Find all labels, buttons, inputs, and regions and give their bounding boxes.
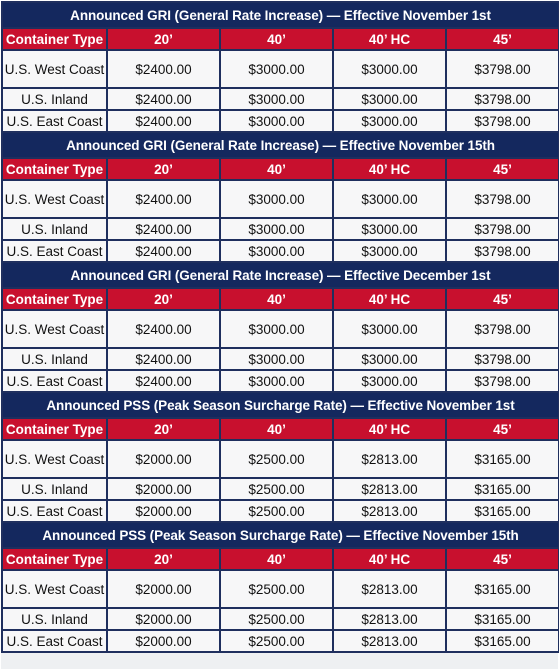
rate-cell-45ft: $3165.00 xyxy=(446,500,559,522)
rate-cell-45ft: $3798.00 xyxy=(446,310,559,348)
section-title: Announced PSS (Peak Season Surcharge Rate) — Effective November 15th xyxy=(2,522,559,548)
table-row xyxy=(2,218,559,240)
header-40ft: 40’ xyxy=(220,548,333,570)
region-cell: U.S. East Coast xyxy=(2,370,107,392)
rate-cell-40ft-hc: $2813.00 xyxy=(333,500,446,522)
column-header-row xyxy=(2,158,559,180)
column-header-row xyxy=(2,418,559,440)
table-row xyxy=(2,440,559,478)
table-row xyxy=(2,370,559,392)
region-cell: U.S. Inland xyxy=(2,478,107,500)
header-40ft-hc: 40’ HC xyxy=(333,548,446,570)
rate-cell-20ft: $2400.00 xyxy=(107,310,220,348)
section-title-row xyxy=(2,392,559,418)
header-45ft: 45’ xyxy=(446,548,559,570)
table-row xyxy=(2,88,559,110)
rate-cell-40ft-hc: $2813.00 xyxy=(333,608,446,630)
header-45ft: 45’ xyxy=(446,288,559,310)
rate-cell-20ft: $2000.00 xyxy=(107,478,220,500)
section-title: Announced GRI (General Rate Increase) — Effective November 15th xyxy=(2,132,559,158)
header-20ft: 20’ xyxy=(107,288,220,310)
table-row xyxy=(2,50,559,88)
rate-cell-40ft: $3000.00 xyxy=(220,370,333,392)
rate-cell-40ft: $3000.00 xyxy=(220,50,333,88)
header-container-type: Container Type xyxy=(2,28,107,50)
section-title-row xyxy=(2,522,559,548)
rate-cell-45ft: $3165.00 xyxy=(446,608,559,630)
rate-cell-20ft: $2000.00 xyxy=(107,440,220,478)
rate-cell-45ft: $3798.00 xyxy=(446,218,559,240)
rate-cell-20ft: $2400.00 xyxy=(107,218,220,240)
region-cell: U.S. East Coast xyxy=(2,500,107,522)
rate-cell-20ft: $2000.00 xyxy=(107,608,220,630)
rate-cell-40ft-hc: $3000.00 xyxy=(333,310,446,348)
rate-cell-40ft-hc: $3000.00 xyxy=(333,88,446,110)
header-40ft-hc: 40’ HC xyxy=(333,288,446,310)
header-40ft-hc: 40’ HC xyxy=(333,418,446,440)
region-cell: U.S. East Coast xyxy=(2,630,107,652)
rate-table-container xyxy=(1,1,558,669)
rate-cell-20ft: $2400.00 xyxy=(107,348,220,370)
rate-cell-40ft: $3000.00 xyxy=(220,88,333,110)
header-40ft: 40’ xyxy=(220,418,333,440)
table-row xyxy=(2,500,559,522)
table-row xyxy=(2,180,559,218)
region-cell: U.S. West Coast xyxy=(2,180,107,218)
section-title-row xyxy=(2,2,559,28)
header-40ft: 40’ xyxy=(220,158,333,180)
region-cell: U.S. Inland xyxy=(2,88,107,110)
rate-cell-40ft-hc: $3000.00 xyxy=(333,240,446,262)
table-row xyxy=(2,608,559,630)
rate-cell-20ft: $2400.00 xyxy=(107,180,220,218)
rate-cell-20ft: $2000.00 xyxy=(107,500,220,522)
table-row xyxy=(2,478,559,500)
rate-cell-40ft: $3000.00 xyxy=(220,180,333,218)
rate-cell-45ft: $3798.00 xyxy=(446,370,559,392)
header-40ft: 40’ xyxy=(220,288,333,310)
region-cell: U.S. Inland xyxy=(2,608,107,630)
rate-cell-40ft-hc: $3000.00 xyxy=(333,218,446,240)
region-cell: U.S. Inland xyxy=(2,218,107,240)
region-cell: U.S. West Coast xyxy=(2,310,107,348)
column-header-row xyxy=(2,288,559,310)
rate-cell-45ft: $3165.00 xyxy=(446,440,559,478)
rate-cell-45ft: $3798.00 xyxy=(446,348,559,370)
rate-cell-45ft: $3165.00 xyxy=(446,630,559,652)
rate-cell-20ft: $2400.00 xyxy=(107,240,220,262)
table-row xyxy=(2,348,559,370)
rate-cell-20ft: $2400.00 xyxy=(107,370,220,392)
header-45ft: 45’ xyxy=(446,418,559,440)
rate-cell-45ft: $3798.00 xyxy=(446,50,559,88)
region-cell: U.S. East Coast xyxy=(2,240,107,262)
rate-cell-40ft-hc: $3000.00 xyxy=(333,50,446,88)
region-cell: U.S. East Coast xyxy=(2,110,107,132)
rate-cell-40ft: $3000.00 xyxy=(220,310,333,348)
rate-table-body xyxy=(2,2,559,652)
rate-cell-20ft: $2000.00 xyxy=(107,570,220,608)
header-20ft: 20’ xyxy=(107,418,220,440)
section-title-row xyxy=(2,262,559,288)
rate-cell-40ft: $2500.00 xyxy=(220,440,333,478)
section-title-row xyxy=(2,132,559,158)
header-container-type: Container Type xyxy=(2,418,107,440)
rate-cell-20ft: $2000.00 xyxy=(107,630,220,652)
rate-cell-40ft-hc: $2813.00 xyxy=(333,478,446,500)
header-20ft: 20’ xyxy=(107,548,220,570)
column-header-row xyxy=(2,548,559,570)
rate-cell-40ft: $2500.00 xyxy=(220,570,333,608)
rate-cell-40ft: $2500.00 xyxy=(220,500,333,522)
rate-cell-40ft: $3000.00 xyxy=(220,110,333,132)
column-header-row xyxy=(2,28,559,50)
header-45ft: 45’ xyxy=(446,28,559,50)
table-row xyxy=(2,110,559,132)
table-row xyxy=(2,570,559,608)
rate-cell-45ft: $3165.00 xyxy=(446,570,559,608)
table-row xyxy=(2,240,559,262)
rate-cell-40ft-hc: $2813.00 xyxy=(333,440,446,478)
header-20ft: 20’ xyxy=(107,28,220,50)
rate-cell-40ft-hc: $2813.00 xyxy=(333,630,446,652)
section-title: Announced PSS (Peak Season Surcharge Rate) — Effective November 1st xyxy=(2,392,559,418)
rate-cell-40ft-hc: $3000.00 xyxy=(333,348,446,370)
rate-cell-45ft: $3798.00 xyxy=(446,240,559,262)
region-cell: U.S. West Coast xyxy=(2,570,107,608)
region-cell: U.S. Inland xyxy=(2,348,107,370)
rate-cell-40ft: $2500.00 xyxy=(220,608,333,630)
rate-cell-45ft: $3165.00 xyxy=(446,478,559,500)
region-cell: U.S. West Coast xyxy=(2,50,107,88)
region-cell: U.S. West Coast xyxy=(2,440,107,478)
rate-cell-20ft: $2400.00 xyxy=(107,110,220,132)
rate-cell-40ft-hc: $3000.00 xyxy=(333,180,446,218)
header-20ft: 20’ xyxy=(107,158,220,180)
rate-cell-45ft: $3798.00 xyxy=(446,110,559,132)
rate-cell-20ft: $2400.00 xyxy=(107,50,220,88)
rate-cell-40ft: $3000.00 xyxy=(220,240,333,262)
rate-cell-40ft: $3000.00 xyxy=(220,218,333,240)
header-40ft-hc: 40’ HC xyxy=(333,158,446,180)
rate-cell-20ft: $2400.00 xyxy=(107,88,220,110)
table-row xyxy=(2,630,559,652)
rate-cell-40ft-hc: $2813.00 xyxy=(333,570,446,608)
header-container-type: Container Type xyxy=(2,288,107,310)
rate-cell-40ft-hc: $3000.00 xyxy=(333,110,446,132)
rate-cell-45ft: $3798.00 xyxy=(446,88,559,110)
rate-cell-40ft: $3000.00 xyxy=(220,348,333,370)
header-container-type: Container Type xyxy=(2,548,107,570)
section-title: Announced GRI (General Rate Increase) — Effective December 1st xyxy=(2,262,559,288)
section-title: Announced GRI (General Rate Increase) — Effective November 1st xyxy=(2,2,559,28)
table-row xyxy=(2,310,559,348)
header-40ft-hc: 40’ HC xyxy=(333,28,446,50)
rate-cell-45ft: $3798.00 xyxy=(446,180,559,218)
rate-cell-40ft: $2500.00 xyxy=(220,478,333,500)
header-45ft: 45’ xyxy=(446,158,559,180)
header-40ft: 40’ xyxy=(220,28,333,50)
rate-cell-40ft: $2500.00 xyxy=(220,630,333,652)
rate-cell-40ft-hc: $3000.00 xyxy=(333,370,446,392)
rate-table xyxy=(1,1,559,653)
header-container-type: Container Type xyxy=(2,158,107,180)
